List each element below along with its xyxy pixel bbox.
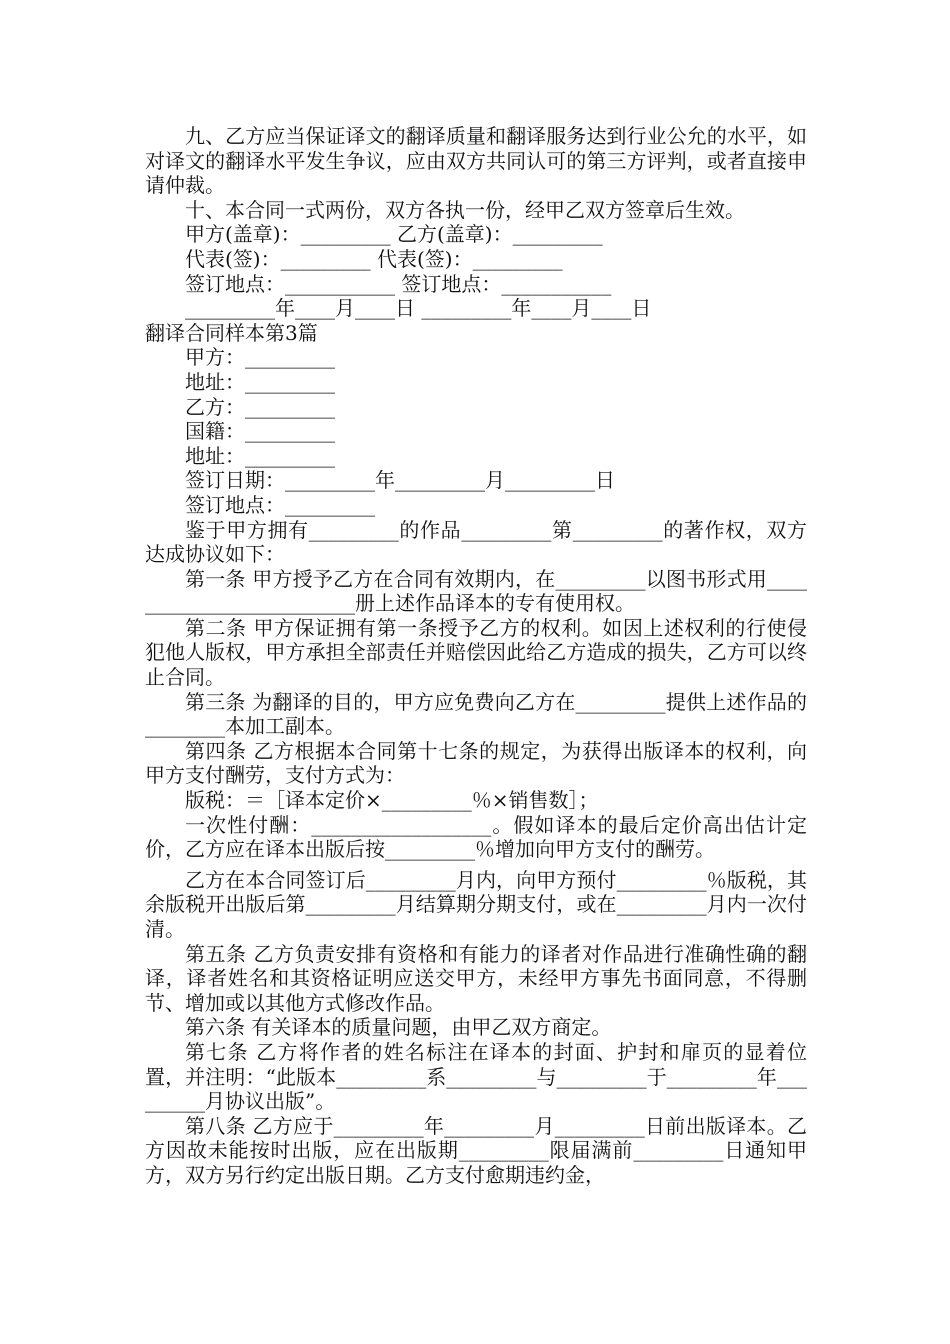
clause-ten: 十、本合同一式两份，双方各执一份，经甲乙双方签章后生效。 — [185, 197, 745, 222]
address-field-2: 地址：_________ — [185, 443, 335, 468]
nationality-field: 国籍：_________ — [185, 419, 335, 444]
contract-body — [145, 124, 807, 1188]
signature-seal-line: 甲方(盖章)：_________ 乙方(盖章)：_________ — [185, 222, 603, 247]
article-six: 第六条 有关译本的质量问题，由甲乙双方商定。 — [185, 1015, 612, 1040]
article-three: 第三条 为翻译的目的，甲方应免费向乙方在_________提供上述作品的________本加工副本。 — [145, 689, 807, 739]
section-heading: 翻译合同样本第3篇 — [145, 320, 318, 345]
royalty-line: 版税：＝［译本定价×_________％×销售数］； — [185, 788, 599, 813]
signing-date-field: 签订日期：_________年_________月_________日 — [185, 468, 615, 493]
clause-nine: 九、乙方应当保证译文的翻译质量和翻译服务达到行业公允的水平，如对译文的翻译水平发生争议，应由双方共同认可的第三方评判，或者直接申请仲裁。 — [145, 124, 807, 198]
signing-place-field: 签订地点：_________ — [185, 492, 375, 517]
article-two: 第二条 甲方保证拥有第一条授予乙方的权利。如因上述权利的行使侵犯他人版权，甲方承担全部责任并赔偿因此给乙方造成的损失，乙方可以终止合同。 — [145, 615, 807, 690]
signature-place-line: 签订地点：___________ 签订地点：___________ — [185, 271, 612, 296]
article-five: 第五条 乙方负责安排有资格和有能力的译者对作品进行准确性确的翻译，译者姓名和其资格证明应送交甲方，未经甲方事先书面同意，不得删节、增加或以其他方式修改作品。 — [145, 941, 807, 1015]
preamble: 鉴于甲方拥有_________的作品_________第_________的著作权，双方达成协议如下： — [145, 517, 807, 567]
article-eight: 第八条 乙方应于_________年_________月_________日前出版译本。乙方因故未能按时出版，应在出版期_________限届满前_________日通知甲方，双方另行约定出版日期。乙方支付愈期违约金， — [145, 1113, 807, 1187]
advance-payment-line: 乙方在本合同签订后_________月内，向甲方预付_________％版税，其余版税开出版后第_________月结算期分期支付，或在_________月内一次付清。 — [145, 867, 807, 941]
lump-sum-line: 一次性付酬：__________________。假如译本的最后定价高出估计定价，乙方应在译本出版后按_________％增加向甲方支付的酬劳。 — [145, 812, 807, 862]
party-a-field: 甲方：_________ — [185, 345, 335, 370]
article-seven: 第七条 乙方将作者的姓名标注在译本的封面、护封和扉页的显着位置，并注明：“此版本_________系_________与_________于_________年_________月协议出版”。 — [145, 1039, 807, 1114]
signature-rep-line: 代表(签)：_________ 代表(签)：_________ — [185, 246, 563, 271]
article-one: 第一条 甲方授予乙方在合同有效期内，在_________以图书形式用_________________________册上述作品译本的专有使用权。 — [145, 566, 807, 616]
address-field: 地址：_________ — [185, 369, 335, 394]
article-four: 第四条 乙方根据本合同第十七条的规定，为获得出版译本的权利，向甲方支付酬劳，支付方式为： — [145, 738, 807, 788]
signature-date-line: _________年____月____日 _________年____月____日 — [185, 296, 652, 321]
party-b-field: 乙方：_________ — [185, 394, 335, 419]
